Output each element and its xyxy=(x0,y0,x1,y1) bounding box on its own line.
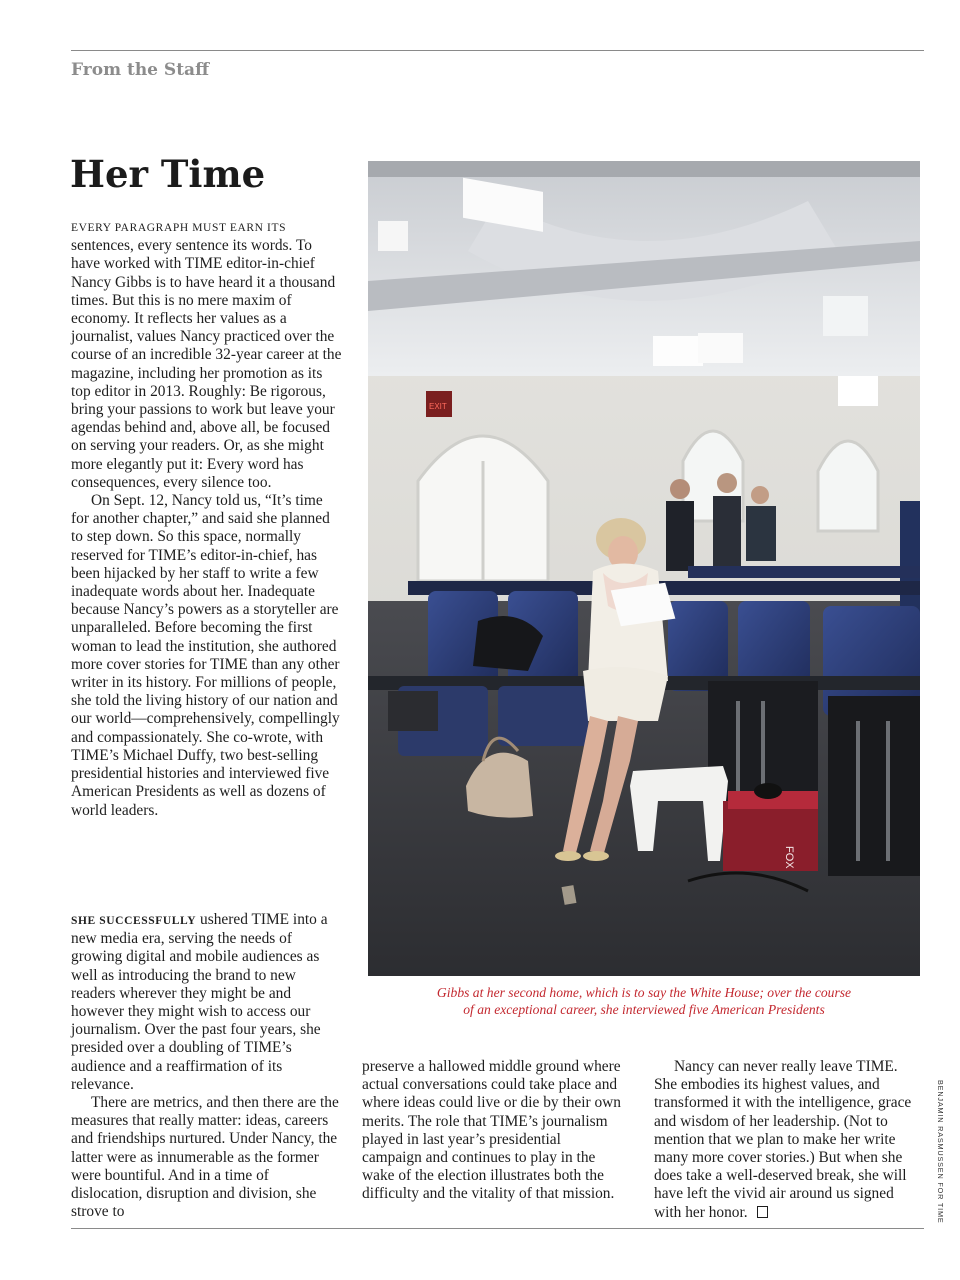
article-column-1-bottom xyxy=(71,911,343,1221)
standing-men xyxy=(666,473,776,571)
paragraph-5-text: Nancy can never really leave TIME. She embodies its highest values, and transformed it with the intelligence, grace and wisdom of her leadership. (Not to mention that we plan to make her write many more cover stories.) But when she does take a well-deserved break, she will have left the vivid air around us signed with her honor. xyxy=(654,1058,912,1221)
photo-caption xyxy=(368,985,920,1018)
paragraph-3-text: ushered TIME into a new media era, serving the needs of growing digital and mobile audiences as well as introducing the brand to new readers wherever they might be and however they might wish to access our journalism. Over the past four years, she presided over a doubling of TIME’s audience and a reaffirmation of its relevance. xyxy=(71,911,328,1093)
end-mark-icon xyxy=(757,1206,768,1218)
caption-line-2: of an exceptional career, she interviewed five American Presidents xyxy=(463,1001,825,1017)
article-column-2 xyxy=(362,1058,622,1204)
arched-window-2 xyxy=(818,441,878,531)
paragraph-4-start: There are metrics, and then there are the measures that really matter: ideas, careers and friendships nurtured. Under Nancy, the latter were as innumerable as the former were bountiful. And in a time of dislocation, disruption and division, she strove to xyxy=(71,1094,339,1221)
photo-credit: BENJAMIN RASMUSSEN FOR TIME xyxy=(936,1080,945,1224)
paragraph-5 xyxy=(654,1058,919,1222)
section-lead-in-caps: SHE SUCCESSFULLY xyxy=(71,915,197,927)
paragraph-2: On Sept. 12, Nancy told us, “It’s time for another chapter,” and said she planned to step down. So this space, normally reserved for TIME’s editor-in-chief, has been hijacked by her staff to write a few inadequate words about her. Inadequate because Nancy’s powers as a storyteller are unparalleled. Before becoming the first woman to lead the institution, she authored more cover stories for TIME than any other writer in its history. For millions of people, she told the living history of our nation and our world—comprehensively, compellingly and compassionately. She co-wrote, with TIME’s Michael Duffy, two best-selling presidential histories and interviewed five American Presidents as well as dozens of world leaders. xyxy=(71,492,340,819)
stool-label: FOX xyxy=(783,846,795,869)
briefing-room-photo xyxy=(368,161,920,976)
red-stool xyxy=(723,801,818,871)
exit-sign: EXIT xyxy=(429,402,447,411)
bottom-rule xyxy=(71,1228,924,1229)
lead-in-caps: EVERY PARAGRAPH MUST EARN ITS xyxy=(71,222,287,234)
caption-line-1: Gibbs at her second home, which is to say the White House; over the course xyxy=(436,985,852,1000)
paragraph-4-continued: preserve a hallowed middle ground where actual conversations could take place and where ideas could live or die by their own merits. The role that TIME’s journalism played in last year’s presidential campaign and continues to play in the wake of the election illustrates both the difficulty and the vitality of that mission. xyxy=(362,1058,621,1203)
top-rule xyxy=(71,50,924,51)
article-column-1-top xyxy=(71,218,343,820)
equipment-case xyxy=(388,691,438,731)
paragraph-3 xyxy=(71,911,343,1094)
paragraph-1 xyxy=(71,218,343,492)
article-title: Her Time xyxy=(70,152,266,196)
article-column-3 xyxy=(654,1058,919,1222)
paragraph-1-text: sentences, every sentence its words. To have worked with TIME editor-in-chief Nancy Gibbs is to have heard it a thousand times. But this is no mere maxim of economy. It reflects her values as a journalist, values Nancy practiced over the course of an incredible 32-year career at the magazine, including her promotion as its top editor in 2013. Roughly: Be rigorous, bring your passions to work but leave your agendas behind and, above all, be focused on serving your readers. Or, as she might more elegantly put it: Every word has consequences, every silence too. xyxy=(71,237,342,491)
ceiling-rail xyxy=(368,161,920,177)
section-label: From the Staff xyxy=(71,60,210,80)
article-photo xyxy=(368,161,920,976)
